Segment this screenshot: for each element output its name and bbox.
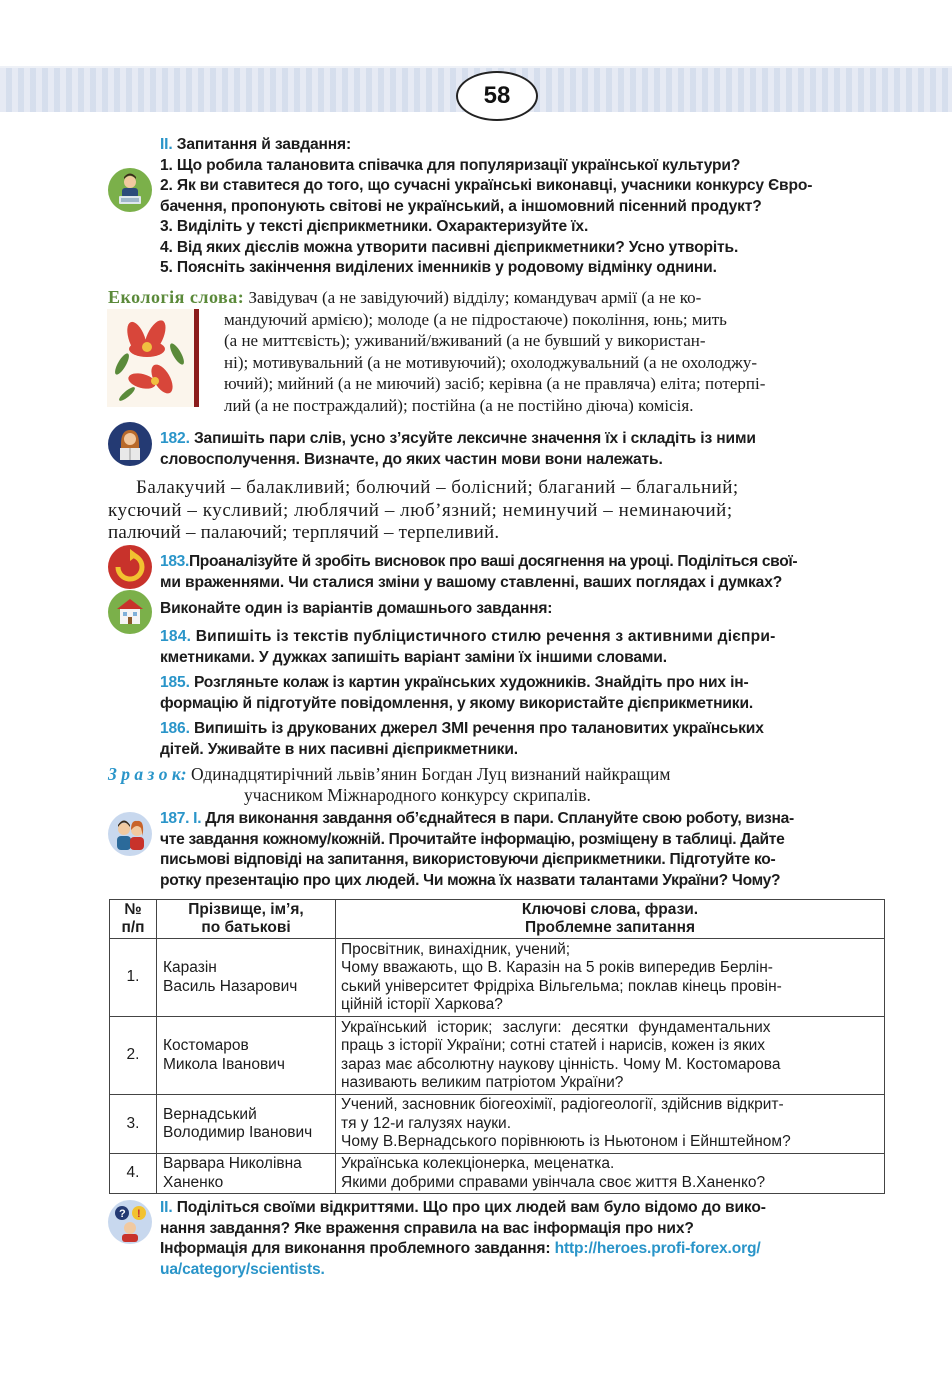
student-laptop-icon: [108, 168, 152, 212]
task-187: 187. I. Для виконання завдання об’єднайтеся в пари. Сплануйте свою роботу, визна- чте завдання кожному/кожній. Прочитайте інформацію, розміщену в таблиці. Дайте письмові відповіді на запитання, використовуючи дієприкметники. Підготуйте ко- ротку презентацію про цих людей. Чи можна їх назвати талантами України? Чому?: [160, 810, 794, 889]
question-2b: бачення, пропонують світові не український, а іншомовний пісенний продукт?: [160, 197, 762, 215]
question-exclaim-icon: [108, 1200, 152, 1244]
questions-section: [160, 135, 890, 279]
info-link[interactable]: http://heroes.profi-forex.org/: [554, 1240, 761, 1257]
ecology-line: ні); мотивувальний (а не мотивуючий); охолоджувальний (а не охолоджу-: [224, 352, 758, 372]
task-186: 186. Випишіть із друкованих джерел ЗМІ речення про талановитих українських дітей. Уживайте в них пасивні дієприкметники.: [160, 720, 764, 758]
task-184: 184. Випишіть із текстів публіцистичного стилю речення з активними дієпри- кметниками. У дужках запишіть варіант заміни їх іншими словами.: [160, 628, 776, 666]
pair-people-icon: [108, 812, 152, 856]
ecology-first-line: Екологія слова: Завідувач (а не завідуючий) відділу; командувач армії (а не ко-: [108, 287, 702, 307]
question-1: 1. Що робила талановита співачка для популяризації української культури?: [160, 156, 741, 174]
ecology-line: лий (а не постраждалий); постійна (а не постійно діюча) комісія.: [224, 395, 694, 415]
ecology-section: [108, 287, 886, 415]
question-4: 4. Від яких дієслів можна утворити пасивні дієприкметники? Усно утворіть.: [160, 238, 739, 256]
flower-ornament-image: [107, 309, 199, 407]
ecology-line: (а не миттєвість); уживаний/вживаний (а не бувший у використан-: [224, 331, 706, 350]
table-header-row: [110, 900, 885, 939]
sample-label: З р а з о к:: [108, 764, 187, 784]
task-183: 183.Проаналізуйте й зробіть висновок про ваші досягнення на уроці. Поділіться свої- ми враженнями. Чи сталися зміни у вашому ставленні, ваших поглядах і думках?: [160, 553, 798, 591]
info-link-continued[interactable]: ua/category/scientists.: [160, 1260, 325, 1278]
header-name: Прізвище, ім’я, по батькові: [157, 900, 336, 939]
people-table: [109, 899, 885, 1194]
header-num: № п/п: [110, 900, 157, 939]
table-row: 1. Каразін Василь Назарович Просвітник, винахідник, учений; Чому вважають, що В. Каразін на 5 років випередив Берлін- ський університет Фрідріха Вільгельма; поклав кінець провін- ційній історії Харкова?: [110, 939, 885, 1017]
question-5: 5. Поясніть закінчення виділених іменників у родовому відмінку однини.: [160, 259, 717, 276]
homework-intro: Виконайте один із варіантів домашнього завдання:: [160, 600, 553, 617]
sample-block: З р а з о к: Одинадцятирічний львів’янин Богдан Луц визнаний найкращим учасником Міжнародного конкурсу скрипалів.: [108, 764, 671, 805]
ecology-title: Екологія слова:: [108, 287, 245, 307]
page-number: 58: [456, 71, 538, 121]
ecology-line: мандуючий армією); молоде (а не підростаюче) покоління, юнь; мить: [224, 309, 727, 329]
task-182-words: Балакучий – балакливий; болючий – болісний; благаний – благальний; кусючий – кусливий; люблячий – люб’язний; неминучий – неминаючий; палючий – палаючий; терплячий – терпеливий.: [108, 477, 739, 543]
questions-heading: II. Запитання й завдання:: [160, 136, 352, 153]
svg-text:?: ?: [119, 1208, 126, 1220]
house-icon: [108, 590, 152, 634]
task-185: 185. Розгляньте колаж із картин українських художників. Знайдіть про них ін- формацію й підготуйте повідомлення, у якому використайте дієприкметники.: [160, 674, 754, 712]
svg-text:!: !: [137, 1208, 141, 1220]
task-182: 182. Запишіть пари слів, усно з’ясуйте лексичне значення їх і складіть із ними словосполучення. Визначте, до яких частин мови вони належать.: [160, 430, 756, 468]
part-2: II. Поділіться своїми відкриттями. Що про цих людей вам було відомо до вико- нання завдання? Яке враження справила на вас інформація про них? Інформація для виконання проблемного завдання: http://heroes.profi-forex.org/ ua/category/scientists.: [160, 1198, 890, 1280]
table-row: 4. Варвара Николівна Ханенко Українська колекціонерка, меценатка. Якими добрими справами увінчала своє життя В.Ханенко?: [110, 1154, 885, 1194]
header-keywords: Ключові слова, фрази. Проблемне запитання: [336, 900, 885, 939]
question-2a: 2. Як ви ставитеся до того, що сучасні українські виконавці, учасники конкурсу Євро-: [160, 177, 813, 194]
table-row: 3. Вернадський Володимир Іванович Учений, засновник біогеохімії, радіогеології, здійснив відкрит- тя у 12-и галузях науки. Чому В.Вернадського порівнюють із Ньютоном і Ейнштейном?: [110, 1095, 885, 1154]
table-row: 2. Костомаров Микола Іванович Український історик; заслуги: десятки фундаментальних праць з історії України; сотні статей і нарисів, кожен із яких зараз має абсолютну наукову цінність. Чому М. Костомарова називають великим патріотом України?: [110, 1017, 885, 1095]
ecology-line: ючий); мийний (а не миючий) засіб; керівна (а не правляча) еліта; потерпі-: [224, 374, 766, 393]
question-3: 3. Виділіть у тексті дієприкметники. Охарактеризуйте їх.: [160, 218, 589, 235]
reflection-arrow-icon: [108, 545, 152, 589]
reader-book-icon: [108, 422, 152, 466]
